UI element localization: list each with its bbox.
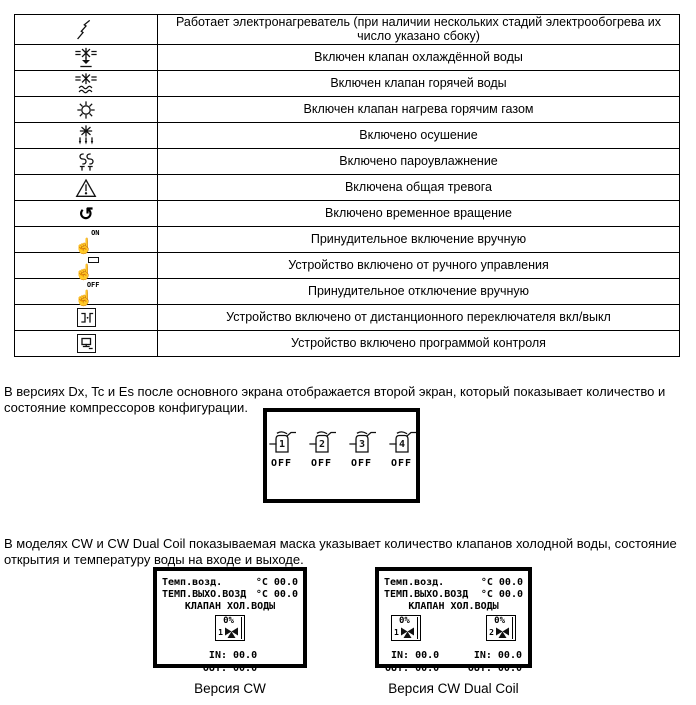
compressor-state: OFF [350,458,373,469]
outlet-air-temp-label: ТЕМП.ВЫХО.ВОЗД [384,589,469,600]
compressor-status-screen [263,408,420,503]
symbol-description: Включена общая тревога [344,179,493,194]
rotation-icon: ↺ [78,203,94,224]
valve-icon [400,626,415,639]
water-valve-indicator [391,615,421,641]
cw-dual-coil-screen [375,567,532,674]
table-row [15,331,679,357]
outlet-air-temp-value: °C 00.0 [480,589,523,600]
valve-open-percent: 0% [494,616,505,626]
compressor-icon [308,428,336,454]
table-row [15,201,679,227]
water-in-temp: IN: 00.0 [208,650,258,661]
valve-number: 1 [394,627,399,637]
table-row [15,71,679,97]
air-temp-value: °C 00.0 [255,577,298,588]
svg-text:2: 2 [318,439,325,450]
table-row [15,279,679,305]
compressor-unit [347,428,376,469]
symbol-description: Принудительное отключение вручную [307,283,530,298]
paragraph-compressor-screen: В версиях Dx, Tc и Es после основного экрана отображается второй экран, который показывает количество и состояние компрессоров конфигурации. [4,384,666,415]
table-row [15,175,679,201]
compressor-state: OFF [390,458,413,469]
compressor-state: OFF [310,458,333,469]
svg-text:1: 1 [278,439,285,450]
caption-cw-version: Версия CW [194,681,266,696]
compressor-icon [388,428,416,454]
outlet-air-temp-value: °C 00.0 [255,589,298,600]
water-out-temp: OUT: 00.0 [385,663,440,674]
compressor-state: OFF [270,458,293,469]
symbols-table [14,14,680,357]
paragraph-cw-screen: В моделях CW и CW Dual Coil показываемая маска указывает количество клапанов холодной воды, состояние открытия и температуру воды на входе и выходе. [4,536,677,567]
water-valve-indicator [215,615,245,641]
remote-switch-icon [77,308,96,327]
valve-bar [512,617,513,639]
compressor-icon [268,428,296,454]
heater-icon [75,19,97,41]
symbol-description: Принудительное включение вручную [310,231,527,246]
compressor-unit [387,428,416,469]
symbol-description: Включен клапан нагрева горячим газом [303,101,534,116]
humidification-icon [75,151,97,173]
compressor-unit [267,428,296,469]
air-temp-label: Темп.возд. [384,577,445,588]
manual-controller-glyph [88,257,99,263]
water-in-temp: IN: 00.0 [391,650,440,661]
table-row [15,305,679,331]
cold-water-valve-title: КЛАПАН ХОЛ.ВОДЫ [184,601,276,612]
compressor-unit [307,428,336,469]
symbol-description: Устройство включено от ручного управления [288,257,549,272]
dehumidification-icon [75,125,97,147]
table-row [15,15,679,45]
water-out-temp: OUT: 00.0 [467,663,522,674]
hand-off-icon: ☝ OFF [74,280,100,307]
water-out-temp: OUT: 00.0 [202,663,258,674]
hand-on-icon: ☝ ON [74,228,100,255]
valve-bar [417,617,418,639]
outlet-air-temp-label: ТЕМП.ВЫХО.ВОЗД [162,589,247,600]
hot-gas-valve-icon [75,99,97,121]
symbol-description: Включен клапан горячей воды [330,75,507,90]
table-row [15,123,679,149]
symbol-description: Включено временное вращение [325,205,512,220]
valve-bar [241,617,242,639]
valve-number: 2 [489,627,494,637]
valve-icon [224,626,239,639]
symbol-description: Включено пароувлажнение [339,153,498,168]
cold-water-valve-icon [75,47,97,69]
alarm-icon [75,178,97,198]
valve-icon [495,626,510,639]
hot-water-valve-icon [75,73,97,95]
cw-version-screen [153,567,307,674]
air-temp-label: Темп.возд. [162,577,223,588]
symbol-description: Включен клапан охлаждённой воды [314,49,523,64]
program-control-icon [77,334,96,353]
cold-water-valve-title: КЛАПАН ХОЛ.ВОДЫ [408,601,499,612]
table-row [15,227,679,253]
symbol-description: Устройство включено от дистанционного переключателя вкл/выкл [226,309,611,324]
water-valve-indicator [486,615,516,641]
hand-manual-icon: ☝ [73,254,100,278]
symbol-description: Работает электронагреватель (при наличии нескольких стадий электрообогрева их число указано сбоку) [175,15,662,43]
compressor-icon [348,428,376,454]
valve-open-percent: 0% [398,616,410,626]
table-row [15,253,679,279]
water-in-temp: IN: 00.0 [473,650,522,661]
svg-text:4: 4 [398,439,405,450]
caption-cw-dual-coil-version: Версия CW Dual Coil [388,681,519,696]
symbol-description: Устройство включено программой контроля [291,335,546,350]
table-row [15,45,679,71]
air-temp-value: °C 00.0 [480,577,523,588]
table-row [15,149,679,175]
svg-text:3: 3 [358,439,365,450]
symbol-description: Включено осушение [359,127,478,142]
valve-open-percent: 0% [223,616,234,626]
valve-number: 1 [218,627,223,637]
table-row [15,97,679,123]
